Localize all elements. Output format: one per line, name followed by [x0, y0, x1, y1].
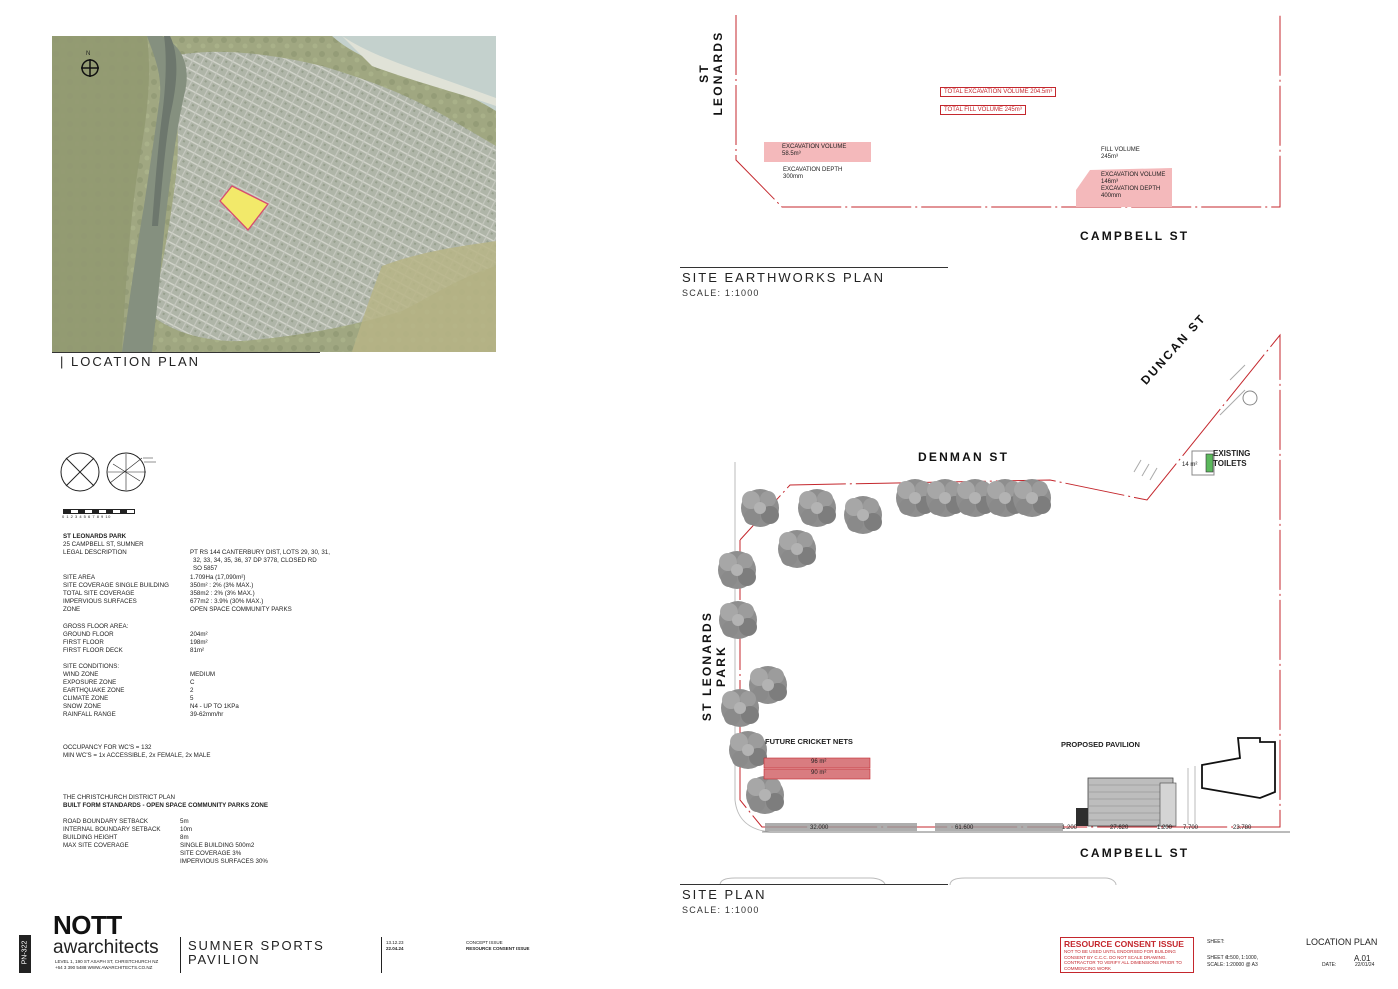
- coverage-extra-1: SITE COVERAGE 3%: [180, 850, 242, 857]
- dim-1: 32.000: [810, 825, 829, 831]
- dim-2: 61.600: [955, 825, 974, 831]
- scale-label: SCALE:: [1207, 962, 1225, 968]
- fill-value: 245m³: [1101, 154, 1119, 160]
- site-street-park: ST LEONARDS PARK: [700, 610, 728, 722]
- coverage-extra-2: IMPERVIOUS SURFACES 30%: [180, 858, 268, 865]
- earthworks-title-rule: [680, 267, 948, 268]
- location-plan-title: | LOCATION PLAN: [60, 354, 201, 369]
- depth-left-label: EXCAVATION DEPTH: [783, 167, 843, 173]
- min-wc: MIN WC'S = 1x ACCESSIBLE, 2x FEMALE, 2x MALE: [63, 752, 211, 759]
- earthworks-title: SITE EARTHWORKS PLAN: [682, 270, 886, 285]
- rule-label-1: INTERNAL BOUNDARY SETBACK: [63, 826, 161, 833]
- brand-bottom: awarchitects: [53, 937, 159, 958]
- area-value-2: 358m2 : 2% (3% MAX.): [190, 590, 255, 597]
- rule-value-0: 5m: [180, 818, 189, 825]
- site-plan-title-rule: [680, 884, 948, 885]
- brand-address-2: +64 3 390 5488 WWW.AWARCHITECTS.CO.NZ: [55, 965, 153, 970]
- rule-label-3: MAX SITE COVERAGE: [63, 842, 129, 849]
- fill-label: FILL VOLUME: [1101, 147, 1140, 153]
- resource-consent-stamp: [1060, 937, 1194, 973]
- site-street-denman: DENMAN ST: [918, 450, 1010, 464]
- condition-label-3: CLIMATE ZONE: [63, 695, 109, 702]
- dim-5: 1.200: [1157, 825, 1173, 831]
- stamp-title: RESOURCE CONSENT ISSUE: [1064, 939, 1184, 949]
- site-street-campbell: CAMPBELL ST: [1080, 846, 1190, 860]
- project-title-line2: PAVILION: [188, 952, 261, 967]
- area-label-0: SITE AREA: [63, 574, 95, 581]
- area-label-4: ZONE: [63, 606, 81, 613]
- toilets-block: [1206, 454, 1213, 472]
- earthworks-street-south: CAMPBELL ST: [1080, 229, 1190, 243]
- excavation-right-depth-label: EXCAVATION DEPTH: [1101, 186, 1161, 192]
- net2-area: 90 m²: [811, 770, 827, 776]
- title-divider: [180, 937, 181, 973]
- location-plan-rule: [52, 352, 320, 353]
- north-label: N: [86, 51, 91, 57]
- occupancy: OCCUPANCY FOR WC'S = 132: [63, 744, 152, 751]
- condition-label-5: RAINFALL RANGE: [63, 711, 116, 718]
- north-compass-icon: [80, 58, 100, 78]
- legal-line-2: 32, 33, 34, 35, 36, 37 DP 3778, CLOSED RD: [193, 557, 317, 564]
- brand-top: NOTT: [53, 910, 122, 940]
- legal-label: LEGAL DESCRIPTION: [63, 549, 127, 556]
- rule-value-3: SINGLE BUILDING 500m2: [180, 842, 255, 849]
- condition-value-2: 2: [190, 687, 194, 694]
- rule-label-0: ROAD BOUNDARY SETBACK: [63, 818, 149, 825]
- sheet-no-label: SHEET #:: [1207, 955, 1230, 961]
- stamp-line-2: CONSENT BY C.C.C. DO NOT SCALE DRAWING.: [1064, 954, 1167, 960]
- excavation-right-label: EXCAVATION VOLUME: [1101, 172, 1166, 178]
- sheet-title: LOCATION PLAN: [1306, 937, 1378, 947]
- excavation-right-value: 146m³: [1101, 179, 1119, 185]
- site-address: 25 CAMPBELL ST, SUMNER: [63, 541, 144, 548]
- condition-value-1: C: [190, 679, 195, 686]
- scale-value-2: 1:20000 @ A3: [1226, 962, 1258, 968]
- job-number: PN-322: [21, 940, 29, 965]
- site-info-block: [63, 533, 363, 873]
- job-number-tab: [19, 935, 31, 973]
- excavation-right-note: [1101, 172, 1165, 200]
- condition-value-3: 5: [190, 695, 194, 702]
- roundabout: [1220, 365, 1257, 415]
- excavation-left-label: EXCAVATION VOLUME: [782, 144, 847, 150]
- excavation-right-depth-value: 400mm: [1101, 193, 1122, 199]
- dim-3: 1.200: [1062, 825, 1078, 831]
- dim-6: 7.700: [1183, 825, 1199, 831]
- revision-desc-2: RESOURCE CONSENT ISSUE: [466, 946, 530, 951]
- revision-divider: [381, 937, 382, 973]
- revision-date-2: 22.04.24: [386, 946, 404, 951]
- legal-line-3: SO 5857: [193, 565, 218, 572]
- location-aerial-map: [52, 36, 496, 352]
- scale-value-1: 1:500, 1:1000,: [1226, 955, 1258, 961]
- stamp-line-1: NOT TO BE USED UNTIL ENDORSED FOR BUILDING: [1064, 949, 1176, 954]
- toilets-area: 14 m²: [1182, 462, 1198, 468]
- project-title: [188, 939, 325, 967]
- area-label-2: TOTAL SITE COVERAGE: [63, 590, 135, 597]
- area-label-1: SITE COVERAGE SINGLE BUILDING: [63, 582, 169, 589]
- pavilion-building: [1076, 778, 1176, 826]
- site-street-duncan: DUNCAN ST: [1138, 310, 1209, 388]
- earthworks-street-west: ST LEONARDS: [697, 30, 725, 116]
- condition-value-0: MEDIUM: [190, 671, 216, 678]
- earthworks-scale: SCALE: 1:1000: [682, 288, 760, 298]
- date-label: DATE:: [1322, 962, 1337, 968]
- area-value-4: OPEN SPACE COMMUNITY PARKS: [190, 606, 292, 613]
- site-plan-scale: SCALE: 1:1000: [682, 905, 760, 915]
- area-label-3: IMPERVIOUS SURFACES: [63, 598, 137, 605]
- total-fill-box: TOTAL FILL VOLUME 245m³: [940, 105, 1026, 115]
- date-value: 22/01/24: [1355, 962, 1375, 968]
- conditions-heading: SITE CONDITIONS:: [63, 663, 120, 670]
- rule-value-2: 8m: [180, 834, 189, 841]
- earthworks-plan-drawing: [700, 10, 1300, 220]
- brand-address-1: LEVEL 1, 190 ST ASAPH ST, CHRISTCHURCH NZ: [55, 959, 159, 964]
- legal-line-1: PT RS 144 CANTERBURY DIST, LOTS 29, 30, 31,: [190, 549, 330, 556]
- total-excavation-box: TOTAL EXCAVATION VOLUME 204.5m³: [940, 87, 1056, 97]
- depth-left-value: 300mm: [783, 174, 804, 180]
- proposed-pavilion-label: PROPOSED PAVILION: [1061, 740, 1140, 749]
- project-title-line1: SUMNER SPORTS: [188, 938, 325, 953]
- excavation-left-value: 58.5m³: [782, 151, 801, 157]
- sheet-number: A.01: [1354, 954, 1371, 963]
- site-plan-drawing: [700, 320, 1300, 890]
- revision-descriptions: [466, 940, 530, 952]
- condition-label-2: EARTHQUAKE ZONE: [63, 687, 125, 694]
- stamp-line-4: COMMENCING WORK: [1064, 965, 1111, 971]
- gfa-value-1: 198m²: [190, 639, 208, 646]
- area-value-3: 677m2 : 3.9% (30% MAX.): [190, 598, 264, 605]
- fill-note: [1101, 147, 1140, 161]
- site-plan-title: SITE PLAN: [682, 887, 767, 902]
- revision-dates: [386, 940, 404, 952]
- gfa-heading: GROSS FLOOR AREA:: [63, 623, 129, 630]
- built-form-standards: BUILT FORM STANDARDS - OPEN SPACE COMMUNITY PARKS ZONE: [63, 802, 268, 809]
- rule-value-1: 10m: [180, 826, 193, 833]
- district-plan: THE CHRISTCHURCH DISTRICT PLAN: [63, 794, 175, 801]
- gfa-value-0: 204m²: [190, 631, 208, 638]
- future-nets-label: FUTURE CRICKET NETS: [765, 737, 853, 746]
- area-value-0: 1.709Ha (17,090m²): [190, 574, 246, 581]
- net1-area: 96 m²: [811, 759, 827, 765]
- gfa-label-2: FIRST FLOOR DECK: [63, 647, 123, 654]
- condition-label-0: WIND ZONE: [63, 671, 99, 678]
- gfa-label-0: GROUND FLOOR: [63, 631, 114, 638]
- revision-date-1: 13.12.23: [386, 940, 404, 945]
- site-name: ST LEONARDS PARK: [63, 533, 127, 540]
- gfa-label-1: FIRST FLOOR: [63, 639, 104, 646]
- condition-label-1: EXPOSURE ZONE: [63, 679, 117, 686]
- condition-label-4: SNOW ZONE: [63, 703, 102, 710]
- depth-left-note: [783, 167, 842, 181]
- scale-bar-ticks: 0 1 2 3 4 5 6 7 8 9 10: [62, 514, 111, 519]
- aerial-photo: [52, 36, 496, 352]
- area-value-1: 350m² : 2% (3% MAX.): [190, 582, 254, 589]
- stamp-line-3: CONTRACTOR TO VERIFY ALL DIMENSIONS PRIOR TO: [1064, 960, 1182, 965]
- north-arrow: [80, 51, 104, 79]
- gfa-value-2: 81m²: [190, 647, 205, 654]
- brand-logo: [53, 912, 159, 958]
- dim-7: 23.780: [1233, 825, 1252, 831]
- rule-label-2: BUILDING HEIGHT: [63, 834, 118, 841]
- excavation-left-zone: [764, 142, 871, 162]
- sheet-label: SHEET:: [1207, 939, 1225, 945]
- existing-toilets-label: EXISTING TOILETS: [1213, 449, 1251, 468]
- solar-diagram-icons: [58, 448, 168, 500]
- dim-4: 27.620: [1110, 825, 1129, 831]
- condition-value-4: N4 - UP TO 1KPa: [190, 703, 239, 710]
- revision-desc-1: CONCEPT ISSUE: [466, 940, 503, 945]
- condition-value-5: 39-62mm/hr: [190, 711, 224, 718]
